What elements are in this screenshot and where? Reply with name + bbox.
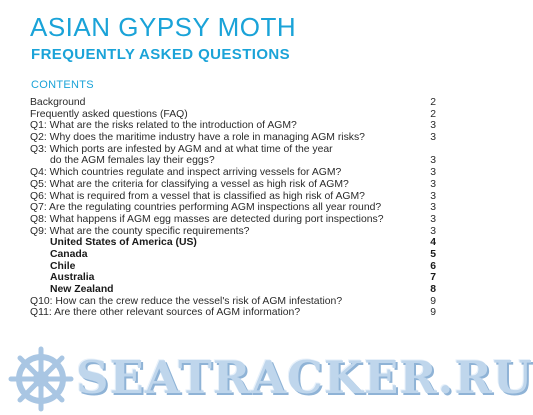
watermark-text: SEATRACKER.RU [76,351,533,404]
contents-heading: CONTENTS [31,79,94,91]
toc-entry[interactable] [30,214,436,226]
toc-entry-label-group [30,144,333,167]
toc-entry-label: Q9: What are the county specific requirements? [30,225,250,237]
toc-entry-page: 3 [430,120,436,132]
toc-entry-label: Q8: What happens if AGM egg masses are detected during port inspections? [30,213,384,225]
toc-entry-page: 3 [430,190,436,202]
watermark [0,344,533,415]
toc-subentry[interactable] [30,284,436,296]
toc-entry-page: 3 [430,225,436,237]
toc-entry-label: Q7: Are the regulating countries performing AGM inspections all year round? [30,202,382,214]
toc-entry[interactable] [30,307,436,319]
document-title: ASIAN GYPSY MOTH [30,12,297,42]
document-subtitle: FREQUENTLY ASKED QUESTIONS [31,46,291,63]
toc-entry-label: Frequently asked questions (FAQ) [30,108,188,120]
toc-subentry[interactable] [30,249,436,261]
toc-entry-label: Q6: What is required from a vessel that is classified as high risk of AGM? [30,190,365,202]
toc-entry-page: 9 [430,295,436,307]
toc-subentry-label: Chile [50,260,76,272]
toc-entry[interactable] [30,97,436,109]
toc-entry[interactable] [30,202,436,214]
toc-entry-label: Q3: Which ports are infested by AGM and at what time of the year [30,143,333,155]
toc-entry[interactable] [30,120,436,132]
toc-entry-label: Q1: What are the risks related to the introduction of AGM? [30,120,297,132]
toc-entry-page: 9 [430,307,436,319]
toc-subentry-label: United States of America (US) [50,237,197,249]
toc-entry[interactable] [30,191,436,203]
toc-entry-page: 3 [430,213,436,225]
toc-entry-page: 3 [430,202,436,214]
toc-entry-page: 2 [430,96,436,108]
toc-subentry-label: New Zealand [50,284,114,295]
toc-entry[interactable] [30,226,436,238]
toc-entry[interactable] [30,167,436,179]
toc-subentry-page: 5 [430,248,436,260]
toc-entry-label: Background [30,96,86,108]
toc-entry-label-continued: do the AGM females lay their eggs? [50,155,215,167]
toc-entry-label: Q4: Which countries regulate and inspect arriving vessels for AGM? [30,167,342,179]
toc-entry-page: 2 [430,108,436,120]
toc-subentry-label: Canada [50,248,88,260]
toc-entry-label: Q10: How can the crew reduce the vessel's risk of AGM infestation? [30,295,343,307]
toc-entry-label: Q5: What are the criteria for classifying a vessel as high risk of AGM? [30,178,349,190]
ship-wheel-icon [8,346,74,412]
toc-subentry[interactable] [30,272,436,284]
toc-subentry-page: 8 [430,284,436,295]
toc-entry-label: Q2: Why does the maritime industry have a role in managing AGM risks? [30,132,365,144]
toc-subentry[interactable] [30,237,436,249]
toc-subentry[interactable] [30,261,436,273]
toc-entry[interactable] [30,109,436,121]
toc-subentry-page: 6 [430,260,436,272]
toc-entry-page: 3 [430,132,436,144]
toc-entry[interactable] [30,179,436,191]
toc-entry[interactable] [30,132,436,144]
table-of-contents [30,97,436,319]
toc-entry-page: 3 [430,178,436,190]
toc-subentry-label: Australia [50,272,95,284]
toc-subentry-page: 4 [430,237,436,249]
toc-entry-page: 3 [430,167,436,179]
toc-entry[interactable] [30,144,436,167]
toc-entry[interactable] [30,296,436,308]
toc-entry-label: Q11: Are there other relevant sources of AGM information? [30,307,301,319]
toc-entry-page: 3 [430,155,436,167]
toc-subentry-page: 7 [430,272,436,284]
